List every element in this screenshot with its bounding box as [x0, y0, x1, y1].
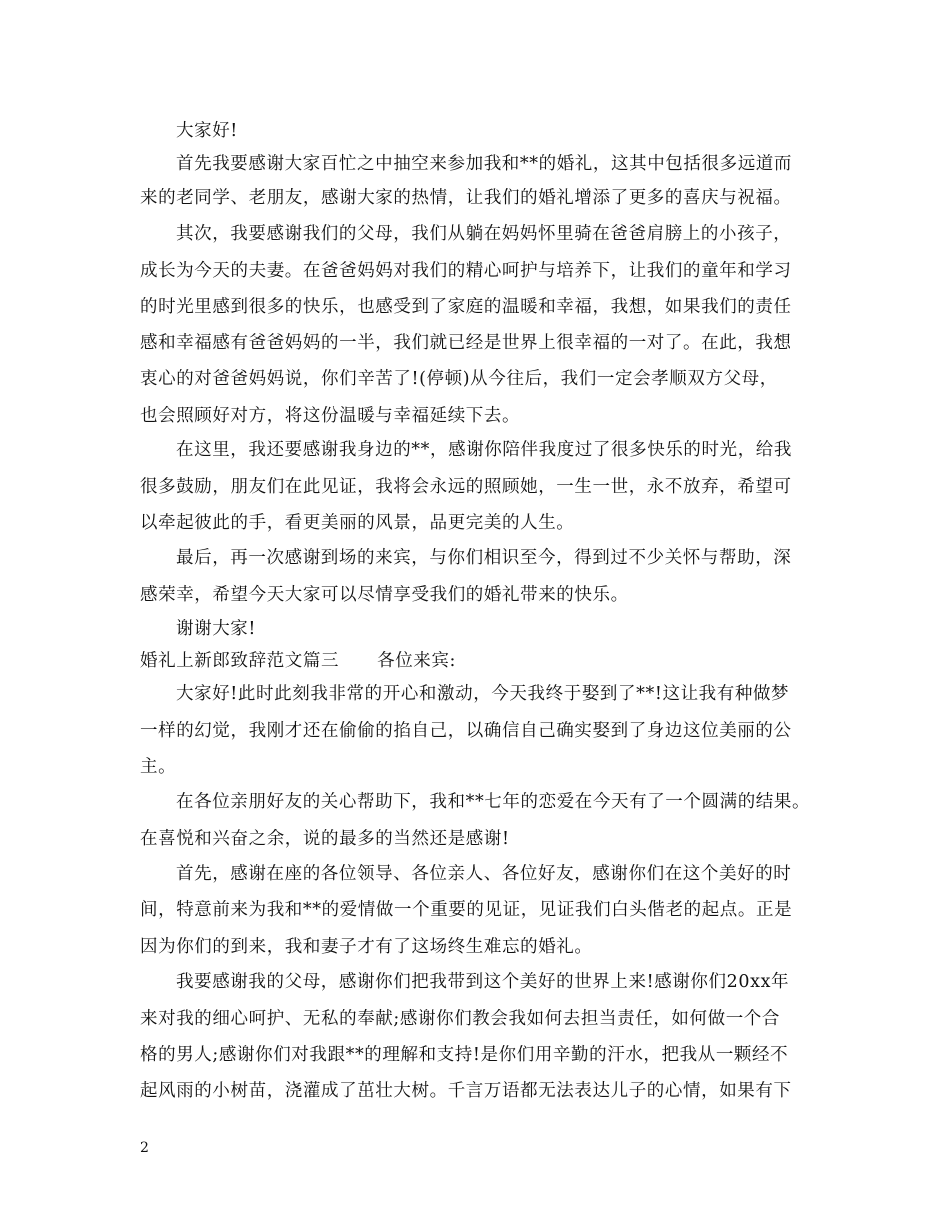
paragraph-line: 间，特意前来为我和**的爱情做一个重要的见证，见证我们白头偕老的起点。正是 [140, 900, 793, 920]
paragraph-line: 一样的幻觉，我刚才还在偷偷的掐自己，以确信自己确实娶到了身边这位美丽的公 [140, 721, 792, 741]
paragraph-line: 谢谢大家! [176, 619, 257, 639]
paragraph-line: 在各位亲朋好友的关心帮助下，我和**七年的恋爱在今天有了一个圆满的结果。 [176, 792, 811, 812]
paragraph-line: 很多鼓励，朋友们在此见证，我将会永远的照顾她，一生一世，永不放弃，希望可 [140, 477, 792, 497]
paragraph-line: 在这里，我还要感谢我身边的**，感谢你陪伴我度过了很多快乐的时光，给我 [176, 440, 792, 460]
section-heading [140, 651, 456, 671]
page-number: 2 [140, 1140, 149, 1156]
paragraph-line: 其次，我要感谢我们的父母，我们从躺在妈妈怀里骑在爸爸肩膀上的小孩子， [176, 224, 792, 244]
paragraph-line: 以牵起彼此的手，看更美丽的风景，品更完美的人生。 [140, 513, 575, 533]
paragraph-line: 大家好!此时此刻我非常的开心和激动，今天我终于娶到了**!这让我有种做梦 [176, 684, 790, 704]
paragraph-line: 感和幸福感有爸爸妈妈的一半，我们就已经是世界上很幸福的一对了。在此，我想 [140, 333, 792, 353]
paragraph-line: 也会照顾好对方，将这份温暖与幸福延续下去。 [140, 406, 521, 426]
paragraph-line: 起风雨的小树苗，浇灌成了茁壮大树。千言万语都无法表达儿子的心情，如果有下 [140, 1081, 792, 1101]
paragraph-line: 首先我要感谢大家百忙之中抽空来参加我和**的婚礼，这其中包括很多远道而 [176, 154, 792, 174]
paragraph-line: 最后，再一次感谢到场的来宾，与你们相识至今，得到过不少关怀与帮助，深 [176, 548, 792, 568]
paragraph-line: 格的男人;感谢你们对我跟**的理解和支持!是你们用辛勤的汗水，把我从一颗经不 [140, 1045, 789, 1065]
paragraph-line: 大家好! [176, 121, 238, 141]
paragraph-line: 在喜悦和兴奋之余，说的最多的当然还是感谢! [140, 829, 510, 849]
paragraph-line: 感荣幸，希望今天大家可以尽情享受我们的婚礼带来的快乐。 [140, 585, 629, 605]
paragraph-line: 来对我的细心呵护、无私的奉献;感谢你们教会我如何去担当责任，如何做一个合 [140, 1009, 780, 1029]
paragraph-line: 因为你们的到来，我和妻子才有了这场终生难忘的婚礼。 [140, 937, 593, 957]
paragraph-line: 衷心的对爸爸妈妈说，你们辛苦了!(停顿)从今往后，我们一定会孝顺双方父母， [140, 369, 778, 389]
paragraph-line: 主。 [140, 757, 177, 777]
paragraph-line: 首先，感谢在座的各位领导、各位亲人、各位好友，感谢你们在这个美好的时 [176, 864, 792, 884]
paragraph-line: 我要感谢我的父母，感谢你们把我带到这个美好的世界上来!感谢你们20xx年 [176, 972, 790, 992]
paragraph-line: 的时光里感到很多的快乐，也感受到了家庭的温暖和幸福，我想，如果我们的责任 [140, 297, 792, 317]
section-title: 婚礼上新郎致辞范文篇三 [140, 651, 340, 671]
paragraph-line: 成长为今天的夫妻。在爸爸妈妈对我们的精心呵护与培养下，让我们的童年和学习 [140, 261, 792, 281]
paragraph-line: 来的老同学、老朋友，感谢大家的热情，让我们的婚礼增添了更多的喜庆与祝福。 [140, 188, 792, 208]
salutation: 各位来宾: [377, 651, 457, 671]
